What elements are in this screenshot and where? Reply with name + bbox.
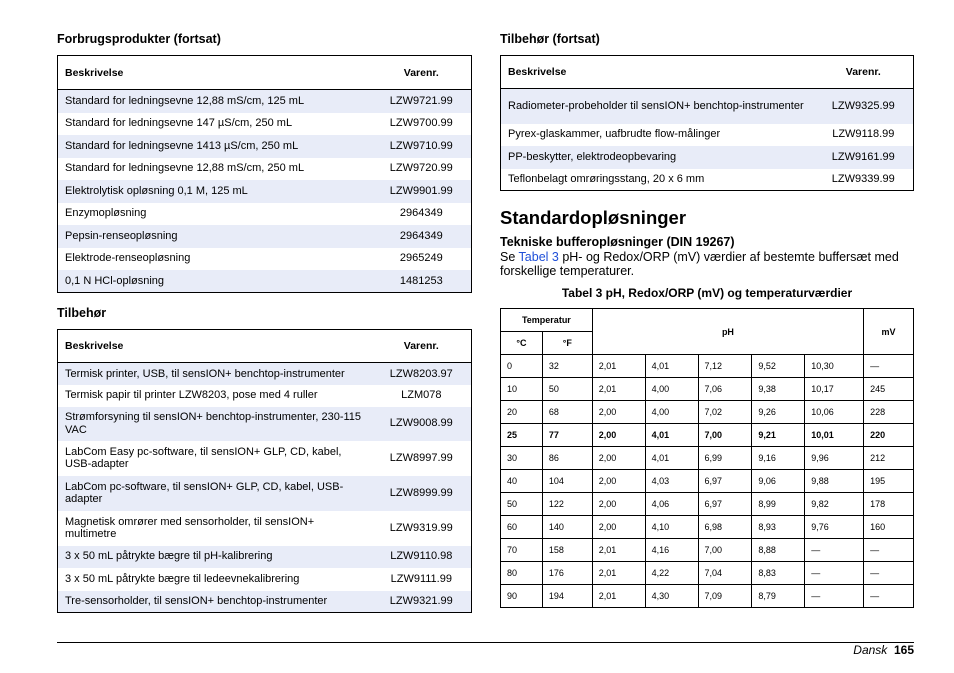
temp-c-cell: 25 (501, 424, 543, 447)
temp-f-cell: 86 (542, 447, 592, 470)
table-row (58, 568, 472, 591)
ph-5-cell: 9,76 (805, 516, 864, 539)
item-number: 2965249 (399, 252, 443, 265)
table-3-link[interactable]: Tabel 3 (518, 250, 559, 264)
item-description: Elektrolytisk opløsning 0,1 M, 125 mL (58, 180, 372, 203)
item-description: LabCom Easy pc-software, til sensION+ GLP, CD, kabel, USB-adapter (65, 445, 342, 470)
table-row (58, 385, 472, 407)
temp-c-cell: 70 (501, 539, 543, 562)
item-description: PP-beskytter, elektrodeopbevaring (501, 146, 814, 169)
table-row (58, 113, 472, 135)
item-number: LZW9111.99 (390, 572, 452, 585)
item-number: LZW9720.99 (389, 162, 453, 175)
ph-5-cell: 10,30 (805, 355, 864, 378)
temp-c-cell: 90 (501, 585, 543, 608)
ph-row (501, 516, 914, 539)
table-row (501, 89, 914, 124)
temp-c-cell: 60 (501, 516, 543, 539)
table-row (58, 407, 472, 441)
ph-row (501, 447, 914, 470)
temp-f-cell: 140 (542, 516, 592, 539)
temp-f-cell: 194 (542, 585, 592, 608)
ph-3-cell: 7,09 (698, 585, 752, 608)
accessories-table (57, 329, 472, 613)
table-row (58, 180, 472, 203)
item-description: Strømforsyning til sensION+ benchtop-instrumenter, 230-115 VAC (58, 407, 372, 441)
ph-row (501, 424, 914, 447)
item-description: Elektrode-renseopløsning (65, 252, 191, 265)
item-number: LZW8997.99 (389, 451, 453, 464)
ph-row (501, 585, 914, 608)
item-number: LZM078 (401, 389, 442, 402)
item-number: LZW9161.99 (814, 146, 914, 169)
consumables-table (57, 55, 472, 293)
temp-c-cell: 30 (501, 447, 543, 470)
item-number: LZW9700.99 (389, 117, 453, 130)
item-number: LZW9118.99 (832, 128, 895, 141)
temp-c-cell: 50 (501, 493, 543, 516)
item-number: LZW9321.99 (372, 591, 472, 613)
ph-4-cell: 8,99 (752, 493, 805, 516)
ph-1-cell: 2,01 (592, 378, 645, 401)
ph-2-cell: 4,01 (645, 447, 698, 470)
para-prefix: Se (500, 250, 519, 264)
ph-row (501, 378, 914, 401)
mv-value-cell: 212 (864, 447, 914, 470)
ph-2-cell: 4,03 (645, 470, 698, 493)
mv-value-cell: — (864, 355, 914, 378)
ph-1-cell: 2,00 (592, 447, 645, 470)
ph-1-cell: 2,00 (592, 424, 645, 447)
col-item-number: Varenr. (814, 56, 914, 89)
header-mv: mV (864, 309, 914, 355)
item-number: LZW9339.99 (831, 173, 895, 185)
item-number: LZW9325.99 (814, 89, 914, 124)
ph-4-cell: 8,79 (752, 585, 805, 608)
table-row (58, 225, 472, 248)
item-description: Pepsin-renseopløsning (58, 225, 372, 248)
ph-2-cell: 4,00 (645, 401, 698, 424)
mv-value-cell: 178 (864, 493, 914, 516)
item-description: Teflonbelagt omrøringsstang, 20 x 6 mm (508, 173, 705, 185)
section-title: Standardopløsninger (500, 207, 687, 228)
item-description: Enzymopløsning (65, 207, 147, 220)
ph-5-cell: 10,01 (805, 424, 864, 447)
mv-value-cell: 160 (864, 516, 914, 539)
temp-c-cell: 10 (501, 378, 543, 401)
col-description: Beskrivelse (58, 56, 372, 90)
item-number: LZW9710.99 (372, 135, 472, 158)
mv-value-cell: 195 (864, 470, 914, 493)
temp-f-cell: 77 (542, 424, 592, 447)
ph-2-cell: 4,06 (645, 493, 698, 516)
ph-1-cell: 2,01 (592, 539, 645, 562)
header-celsius: °C (501, 332, 543, 355)
ph-3-cell: 6,97 (698, 470, 752, 493)
ph-row (501, 401, 914, 424)
ph-2-cell: 4,01 (645, 355, 698, 378)
ph-4-cell: 9,26 (752, 401, 805, 424)
ph-3-cell: 7,04 (698, 562, 752, 585)
ph-3-cell: 7,06 (698, 378, 752, 401)
item-description: Standard for ledningsevne 1413 µS/cm, 250 mL (58, 135, 372, 158)
mv-value-cell: — (864, 585, 914, 608)
item-description: Radiometer-probeholder til sensION+ benchtop-instrumenter (501, 89, 814, 124)
ph-5-cell: — (805, 562, 864, 585)
header-ph: pH (592, 309, 863, 355)
item-number: 2964349 (399, 207, 443, 220)
table-row (58, 591, 472, 613)
ph-3-cell: 6,98 (698, 516, 752, 539)
ph-row (501, 355, 914, 378)
ph-5-cell: 9,82 (805, 493, 864, 516)
item-number: 2964349 (372, 225, 472, 248)
mv-value-cell: — (864, 539, 914, 562)
mv-value-cell: 245 (864, 378, 914, 401)
item-description: Tre-sensorholder, til sensION+ benchtop-instrumenter (58, 591, 372, 613)
item-number: LZW9319.99 (389, 521, 453, 534)
item-number: LZW9721.99 (372, 90, 472, 113)
footer (853, 643, 914, 657)
temp-c-cell: 40 (501, 470, 543, 493)
ph-1-cell: 2,00 (592, 401, 645, 424)
item-description: Termisk papir til printer LZW8203, pose med 4 ruller (65, 389, 318, 402)
item-description: 3 x 50 mL påtrykte bægre til pH-kalibrering (58, 546, 372, 568)
table-row (501, 124, 914, 146)
item-description: 0,1 N HCl-opløsning (58, 270, 372, 293)
ph-3-cell: 7,12 (698, 355, 752, 378)
ph-1-cell: 2,00 (592, 493, 645, 516)
table-row (58, 90, 472, 113)
ph-3-cell: 7,00 (698, 539, 752, 562)
temp-c-cell: 80 (501, 562, 543, 585)
temp-f-cell: 32 (542, 355, 592, 378)
temp-c-cell: 0 (501, 355, 543, 378)
accessories-cont-table (500, 55, 914, 191)
ph-1-cell: 2,00 (592, 470, 645, 493)
temp-f-cell: 68 (542, 401, 592, 424)
table-caption: Tabel 3 pH, Redox/ORP (mV) og temperaturværdier (561, 286, 853, 300)
ph-row (501, 470, 914, 493)
footer-language: Dansk (853, 643, 888, 657)
accessories-heading: Tilbehør (57, 306, 107, 320)
ph-4-cell: 8,93 (752, 516, 805, 539)
ph-5-cell: — (805, 585, 864, 608)
item-description: Termisk printer, USB, til sensION+ benchtop-instrumenter (58, 363, 372, 385)
table-row (58, 270, 472, 293)
intro-paragraph (500, 250, 920, 278)
ph-4-cell: 9,52 (752, 355, 805, 378)
item-number: 1481253 (372, 270, 472, 293)
ph-5-cell: 9,88 (805, 470, 864, 493)
item-number: LZW8999.99 (372, 476, 472, 511)
temp-f-cell: 50 (542, 378, 592, 401)
ph-4-cell: 8,83 (752, 562, 805, 585)
mv-value-cell: 228 (864, 401, 914, 424)
ph-5-cell: 10,06 (805, 401, 864, 424)
ph-5-cell: 9,96 (805, 447, 864, 470)
para-text: pH- og Redox/ORP (mV) værdier af bestemte buffersæt med forskellige temperaturer. (500, 250, 899, 278)
table-row (58, 363, 472, 385)
ph-3-cell: 6,99 (698, 447, 752, 470)
table-row (58, 476, 472, 511)
ph-1-cell: 2,00 (592, 516, 645, 539)
ph-3-cell: 7,00 (698, 424, 752, 447)
consumables-heading: Forbrugsprodukter (fortsat) (57, 32, 221, 46)
header-fahrenheit: °F (542, 332, 592, 355)
temp-f-cell: 104 (542, 470, 592, 493)
ph-2-cell: 4,22 (645, 562, 698, 585)
ph-2-cell: 4,16 (645, 539, 698, 562)
temp-c-cell: 20 (501, 401, 543, 424)
table-row (501, 169, 914, 191)
col-description: Beskrivelse (501, 56, 814, 89)
item-description: Magnetisk omrører med sensorholder, til sensION+ multimetre (65, 515, 315, 540)
item-number: LZW8203.97 (372, 363, 472, 385)
temp-f-cell: 176 (542, 562, 592, 585)
ph-4-cell: 9,16 (752, 447, 805, 470)
table-row (58, 441, 472, 476)
temp-f-cell: 158 (542, 539, 592, 562)
item-number: LZW9901.99 (372, 180, 472, 203)
item-description: LabCom pc-software, til sensION+ GLP, CD, kabel, USB-adapter (58, 476, 372, 511)
ph-row (501, 493, 914, 516)
ph-4-cell: 9,38 (752, 378, 805, 401)
mv-value-cell: 220 (864, 424, 914, 447)
ph-4-cell: 8,88 (752, 539, 805, 562)
item-description: Standard for ledningsevne 147 µS/cm, 250 mL (65, 117, 293, 130)
ph-4-cell: 9,21 (752, 424, 805, 447)
ph-2-cell: 4,00 (645, 378, 698, 401)
item-description: Standard for ledningsevne 12,88 mS/cm, 125 mL (58, 90, 372, 113)
table-row (58, 248, 472, 270)
item-description: 3 x 50 mL påtrykte bægre til ledeevnekalibrering (65, 572, 300, 585)
item-number: LZW9110.98 (372, 546, 472, 568)
table-row (501, 146, 914, 169)
temp-f-cell: 122 (542, 493, 592, 516)
item-description: Pyrex-glaskammer, uafbrudte flow-målinger (508, 128, 721, 141)
subsection-title: Tekniske bufferopløsninger (DIN 19267) (500, 235, 735, 249)
page-number: 165 (893, 643, 914, 657)
col-item-number: Varenr. (372, 330, 472, 363)
ph-row (501, 539, 914, 562)
ph-table (500, 308, 914, 608)
ph-5-cell: — (805, 539, 864, 562)
ph-3-cell: 6,97 (698, 493, 752, 516)
ph-row (501, 562, 914, 585)
item-number: LZW9008.99 (372, 407, 472, 441)
ph-2-cell: 4,01 (645, 424, 698, 447)
table-row (58, 511, 472, 546)
header-temperature: Temperatur (501, 309, 593, 332)
ph-1-cell: 2,01 (592, 585, 645, 608)
col-description: Beskrivelse (58, 330, 372, 363)
ph-1-cell: 2,01 (592, 355, 645, 378)
item-description: Standard for ledningsevne 12,88 mS/cm, 250 mL (65, 162, 305, 175)
table-row (58, 158, 472, 180)
ph-2-cell: 4,10 (645, 516, 698, 539)
table-row (58, 135, 472, 158)
footer-rule (57, 642, 914, 643)
accessories-cont-heading: Tilbehør (fortsat) (500, 32, 600, 46)
col-item-number: Varenr. (372, 56, 472, 90)
table-row (58, 546, 472, 568)
ph-4-cell: 9,06 (752, 470, 805, 493)
ph-3-cell: 7,02 (698, 401, 752, 424)
ph-2-cell: 4,30 (645, 585, 698, 608)
table-row (58, 203, 472, 225)
ph-5-cell: 10,17 (805, 378, 864, 401)
ph-1-cell: 2,01 (592, 562, 645, 585)
mv-value-cell: — (864, 562, 914, 585)
